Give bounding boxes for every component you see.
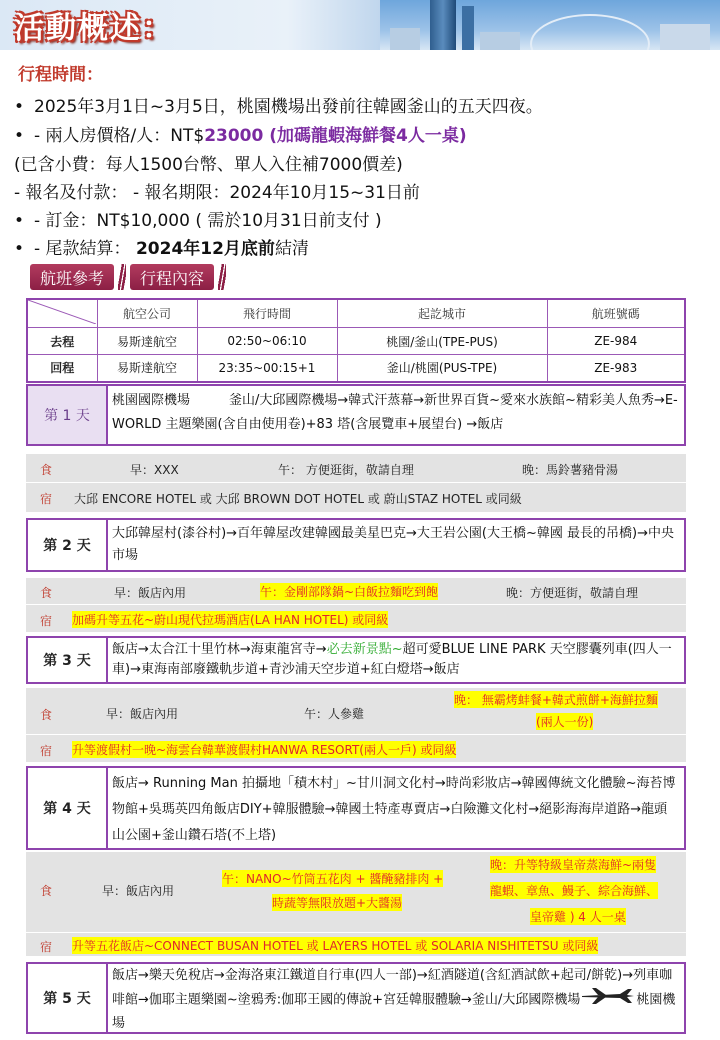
diagonal-line <box>28 300 96 324</box>
day-2-meals <box>26 578 686 632</box>
food-tag: 食 <box>40 586 53 600</box>
info-line-balance: • - 尾款結算： 2024年12月底前結清 <box>14 239 309 259</box>
airplane-icon <box>580 987 636 1013</box>
breakfast: 早：XXX <box>130 463 179 477</box>
table-cell: 易斯達航空 <box>97 355 197 382</box>
breakfast: 早：飯店內用 <box>102 884 175 898</box>
dinner-note: (兩人一份) <box>536 715 594 729</box>
lunch: 午：人參雞 <box>304 707 365 721</box>
day-1-meals <box>26 454 686 512</box>
table-cell: 桃園/釜山(TPE-PUS) <box>337 328 547 355</box>
table-cell: 去程 <box>27 328 97 355</box>
stay-tag: 宿 <box>40 744 53 758</box>
hotel: 大邱 ENCORE HOTEL 或 大邱 BROWN DOT HOTEL 或 蔚山STAZ HOTEL 或同級 <box>74 492 522 506</box>
lunch: 午：NANO~竹筒五花肉 + 醬醃豬排肉 + <box>222 872 444 886</box>
table-cell: 23:35~00:15+1 <box>197 355 337 382</box>
day-2-label: 第 2 天 <box>28 520 108 570</box>
table-header-cell: 航空公司 <box>97 299 197 328</box>
flight-table <box>26 298 686 383</box>
stay-tag: 宿 <box>40 614 53 628</box>
day-2-itinerary: 大邱韓屋村(漆谷村)→百年韓屋改建韓國最美星巴克→大王岩公園(大王橋~韓國 最長的吊橋)→中央市場 <box>112 526 674 563</box>
meal-row <box>26 688 686 734</box>
day-1-label: 第 1 天 <box>28 386 108 444</box>
dinner: 晚：方便逛街，敬請自理 <box>506 586 639 600</box>
table-header-row <box>27 299 685 328</box>
dinner: 晚：升等特級皇帝蒸海鮮~兩隻 <box>490 858 657 872</box>
meal-row <box>26 578 686 604</box>
info-line-registration: - 報名及付款： - 報名期限：2024年10月15~31日前 <box>14 183 420 203</box>
table-cell: 回程 <box>27 355 97 382</box>
day-3-box <box>26 636 686 684</box>
day-2-box <box>26 518 686 572</box>
meal-row <box>26 852 686 932</box>
meal-row <box>26 454 686 482</box>
day-3-itinerary: 飯店→太合江十里竹林→海東龍宮寺→必去新景點~超可愛BLUE LINE PARK 天空膠囊列車(四人一車)→東海南部廢鐵軌步道+青沙浦天空步道+紅白燈塔→飯店 <box>112 642 672 677</box>
building-silhouette <box>660 24 710 50</box>
tower-image-secondary <box>462 6 474 50</box>
day-3-label: 第 3 天 <box>28 638 108 682</box>
hotel-row <box>26 734 686 762</box>
breakfast: 早：飯店內用 <box>114 586 187 600</box>
info-line-tips: (已含小費：每人1500台幣、單人入住補7000價差) <box>14 155 403 175</box>
price-value: 23000 (加碼龍蝦海鮮餐4人一桌) <box>204 126 467 146</box>
info-line-dates: • 2025年3月1日~3月5日，桃園機場出發前往韓國釜山的五天四夜。 <box>14 97 543 117</box>
lunch: 午： 方便逛街，敬請自理 <box>278 463 414 477</box>
day-5-itinerary: 飯店→樂天免稅店→金海洛東江鐵道自行車(四人一部)→紅酒隧道(含紅酒試飲+起司/餅乾)→列車咖啡館→伽耶主題樂園~塗鴉秀:伽耶王國的傳說+宮廷韓服體驗→釜山/大邱國際機場 桃園機場 <box>112 968 676 1031</box>
table-cell: ZE-984 <box>547 328 685 355</box>
table-header-cell: 飛行時間 <box>197 299 337 328</box>
day-3-meals <box>26 688 686 762</box>
hotel: 加碼升等五花~蔚山現代拉瑪酒店(LA HAN HOTEL) 或同級 <box>72 613 389 627</box>
page-title: 活動概述： <box>14 11 174 46</box>
table-row <box>27 355 685 382</box>
info-line-price: • - 兩人房價格/人：NT$23000 (加碼龍蝦海鮮餐4人一桌) <box>14 126 467 146</box>
table-header-cell <box>27 299 97 328</box>
day-5-label: 第 5 天 <box>28 964 108 1032</box>
tab-divider <box>118 264 126 290</box>
day-1-itinerary: 桃園國際機場 釜山/大邱國際機場→韓式汗蒸幕→新世界百貨~愛來水族館~精彩美人魚秀→E-WORLD 主題樂園(含自由使用卷)+83 塔(含展覽車+展望台) →飯店 <box>112 393 678 432</box>
dinner: 晚： 無霸烤蚌餐+韓式煎餅+海鮮拉麵 <box>454 693 658 707</box>
dinner-note-1: 龍蝦、章魚、鰻子、綜合海鮮、 <box>490 884 659 898</box>
stay-tag: 宿 <box>40 940 53 954</box>
day-1-box <box>26 384 686 446</box>
table-cell: 02:50~06:10 <box>197 328 337 355</box>
section-tabs <box>30 264 226 290</box>
hotel: 升等五花飯店~CONNECT BUSAN HOTEL 或 LAYERS HOTEL 或 SOLARIA NISHITETSU 或同級 <box>72 939 599 953</box>
day-4-label: 第 4 天 <box>28 768 108 848</box>
hotel-row <box>26 604 686 632</box>
table-header-cell: 起訖城市 <box>337 299 547 328</box>
building-silhouette <box>480 32 520 50</box>
lunch: 午：金剛部隊鍋~白飯拉麵吃到飽 <box>260 585 439 599</box>
info-line-deposit: • - 訂金：NT$10,000 ( 需於10月31日前支付 ) <box>14 211 382 231</box>
table-header-cell: 航班號碼 <box>547 299 685 328</box>
stay-tag: 宿 <box>40 492 53 506</box>
lunch-note: 時蔬等無限放題+大醬湯 <box>272 896 403 910</box>
tower-image <box>430 0 456 50</box>
day-4-itinerary: 飯店→ Running Man 拍攝地「積木村」~甘川洞文化村→時尚彩妝店→韓國傳統文化體驗~海苔博物館+吳瑪英四角飯店DIY+韓服體驗→韓國土特產專賣店→白險灘文化村→絕影海海岸道路→龍頭山公園+釜山鑽石塔(不上塔) <box>112 776 676 843</box>
tab-divider <box>218 264 226 290</box>
day-5-box <box>26 962 686 1034</box>
day-4-meals <box>26 852 686 956</box>
dinner: 晚：馬鈴薯豬骨湯 <box>522 463 619 477</box>
day-4-box <box>26 766 686 850</box>
table-cell: 易斯達航空 <box>97 328 197 355</box>
tab-flight-reference: 航班參考 <box>30 264 114 290</box>
tab-itinerary: 行程內容 <box>130 264 214 290</box>
dinner-note-2: 皇帝雞 ) 4 人一桌 <box>530 910 626 924</box>
header-banner <box>0 0 720 50</box>
hotel: 升等渡假村一晚~海雲台韓華渡假村HANWA RESORT(兩人一戶) 或同級 <box>72 743 457 757</box>
breakfast: 早：飯店內用 <box>106 707 179 721</box>
food-tag: 食 <box>40 708 53 722</box>
table-cell: ZE-983 <box>547 355 685 382</box>
food-tag: 食 <box>40 463 53 477</box>
table-cell: 釜山/桃園(PUS-TPE) <box>337 355 547 382</box>
building-silhouette <box>390 28 420 50</box>
table-row <box>27 328 685 355</box>
food-tag: 食 <box>40 884 53 898</box>
hotel-row <box>26 932 686 956</box>
hotel-row <box>26 482 686 510</box>
section-heading: 行程時間： <box>18 65 103 85</box>
